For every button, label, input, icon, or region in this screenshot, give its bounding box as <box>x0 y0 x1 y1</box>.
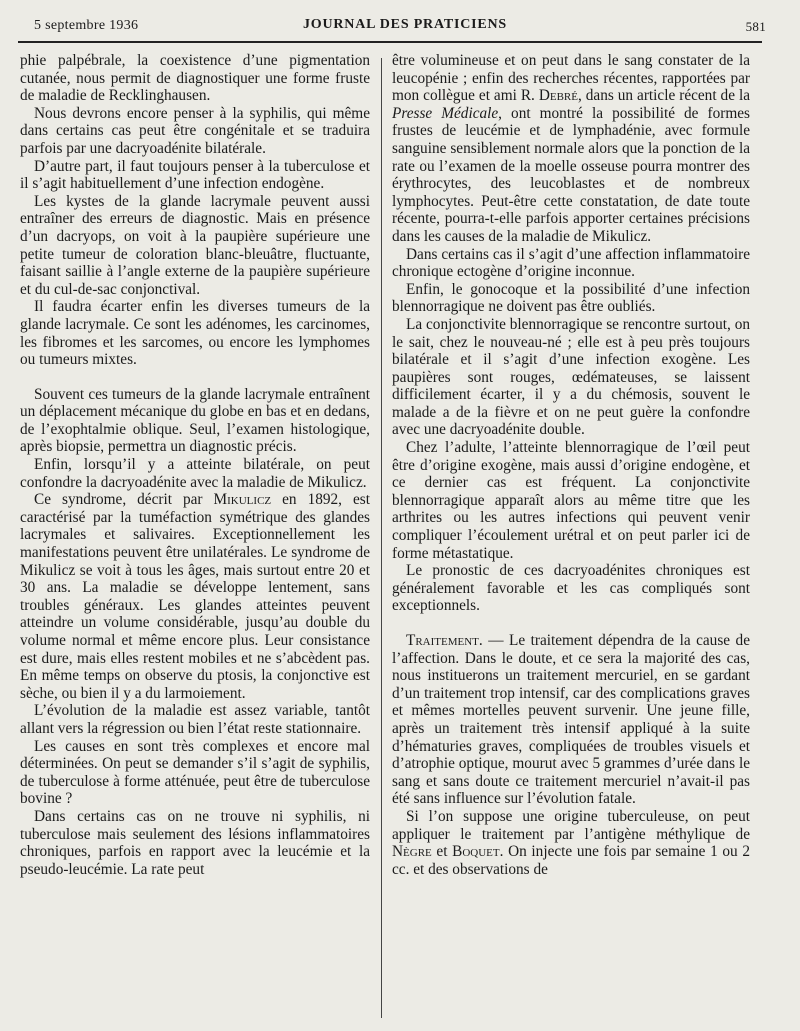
paragraph: Les kystes de la glande lacrymale peuvent aussi entraîner des erreurs de diagnostic. Mais en présence d’un dacryops, on voit à la paupière supérieure une petite tumeur de coloration blanc-bleuâtre, fluctuante, faisant saillie à l’angle externe de la paupière supérieure et du cul-de-sac conjonctival. <box>20 192 370 298</box>
paragraph: Dans certains cas il s’agit d’une affection inflammatoire chronique ectogène d’origine inconnue. <box>392 245 750 281</box>
paragraph: Les causes en sont très complexes et encore mal déterminées. On peut se demander s’il s’agit de syphilis, de tuberculose à forme atténuée, peut être de tuberculose bovine ? <box>20 737 370 808</box>
paragraph: Ce syndrome, décrit par Mikulicz en 1892, est caractérisé par la tuméfaction symétrique des glandes lacrymales et salivaires. Exceptionnellement les manifestations peuvent être unilatérales. Le syndrome de Mikulicz se voit à tous les âges, mais surtout entre 20 et 30 ans. La maladie se développe lentement, sans troubles généraux. Les glandes atteintes peuvent atteindre un volume considérable, jusqu’au double du volume normal et même encore plus. Leur consistance est dure, mais elles restent mobiles et ne s’abcèdent pas. En même temps on observe du ptosis, la conjonctive est sèche, ou bien il y a du larmoiement. <box>20 491 370 702</box>
issue-date: 5 septembre 1936 <box>34 18 139 33</box>
column-divider <box>381 58 382 1018</box>
paragraph: Enfin, le gonocoque et la possibilité d’une infection blennorragique ne doivent pas être oubliés. <box>392 280 750 316</box>
left-column <box>20 52 370 878</box>
paragraph: Souvent ces tumeurs de la glande lacrymale entraînent un déplacement mécanique du globe en bas et en dedans, de l’exophtalmie oblique. Seul, l’examen histologique, après biopsie, permettra un diagnostic précis. <box>20 385 370 456</box>
paragraph: D’autre part, il faut toujours penser à la tuberculose et il s’agit habituellement d’une infection endogène. <box>20 157 370 193</box>
header-rule <box>18 41 762 43</box>
paragraph: Enfin, lorsqu’il y a atteinte bilatérale, on peut confondre la dacryoadénite avec la maladie de Mikulicz. <box>20 456 370 491</box>
paragraph: être volumineuse et on peut dans le sang constater de la leucopénie ; enfin des recherches récentes, rapportées par mon collègue et ami R. Debré, dans un article récent de la Presse Médicale, ont montré la possibilité de formes frustes de leucémie et de lymphadénie, avec formule sanguine sensiblement normale alors que la ponction de la rate ou l’examen de la moelle osseuse pourra montrer des érythrocytes, des leucoblastes et de nombreux lymphocytes. Peut-être cette constatation, de date toute récente, pourra-t-elle parfois apporter certaines précisions dans les causes de la maladie de Mikulicz. <box>392 52 750 245</box>
paragraph: Dans certains cas on ne trouve ni syphilis, ni tuberculose mais seulement des lésions inflammatoires chroniques, parfois en rapport avec la leucémie et la pseudo-leucémie. La rate peut <box>20 807 370 878</box>
paragraph: Chez l’adulte, l’atteinte blennorragique de l’œil peut être d’origine exogène, mais aussi d’origine endogène, et ce dernier cas est fréquent. La conjonctivite blennorragique apparaît alors au même titre que les arthrites ou les autres infections qui peuvent venir compliquer l’écoulement urétral et on peut parler ici de forme métastatique. <box>392 439 750 562</box>
paragraph: phie palpébrale, la coexistence d’une pigmentation cutanée, nous permit de diagnostiquer une forme fruste de maladie de Recklinghausen. <box>20 52 370 105</box>
page-header <box>30 14 780 40</box>
paragraph: Traitement. — Le traitement dépendra de la cause de l’affection. Dans le doute, et ce sera la majorité des cas, nous instituerons un traitement mercuriel, en se gardant d’un traitement trop intensif, car des complications graves et mêmes mortelles peuvent survenir. Une jeune fille, après un traitement très intensif appliqué à la suite d’hématuries graves, compliquées de troubles visuels et d’atrophie optique, mourut avec 5 grammes d’urée dans le sang et sans doute ce traitement mercuriel n’avait-il pas été sans influence sur l’évolution fatale. <box>392 632 750 808</box>
paragraph: Si l’on suppose une origine tuberculeuse, on peut appliquer le traitement par l’antigène méthylique de Nègre et Boquet. On injecte une fois par semaine 1 ou 2 cc. et des observations de <box>392 807 750 878</box>
right-column <box>392 52 750 878</box>
journal-title: JOURNAL DES PRATICIENS <box>302 17 508 32</box>
paragraph: L’évolution de la maladie est assez variable, tantôt allant vers la régression ou bien l’état reste stationnaire. <box>20 702 370 737</box>
paragraph: Nous devrons encore penser à la syphilis, qui même dans certains cas peut être congénitale et se traduira parfois par une dacryoadénite bilatérale. <box>20 104 370 157</box>
paragraph: Le pronostic de ces dacryoadénites chroniques est généralement favorable et les cas compliqués sont exceptionnels. <box>392 562 750 615</box>
page-number: 581 <box>745 19 766 34</box>
paragraph: Il faudra écarter enfin les diverses tumeurs de la glande lacrymale. Ce sont les adénomes, les carcinomes, les fibromes et les sarcomes, ou encore les lymphomes ou tumeurs mixtes. <box>20 298 370 369</box>
paragraph: La conjonctivite blennorragique se rencontre surtout, on le sait, chez le nouveau-né ; elle est à peu près toujours bilatérale et il s’agit d’une infection exogène. Les paupières sont rouges, œdémateuses, se laissent difficilement écarter, il y a du chémosis, souvent le malade a de la fièvre et on ne peut guère la confondre avec une dacryoadénite double. <box>392 315 750 439</box>
